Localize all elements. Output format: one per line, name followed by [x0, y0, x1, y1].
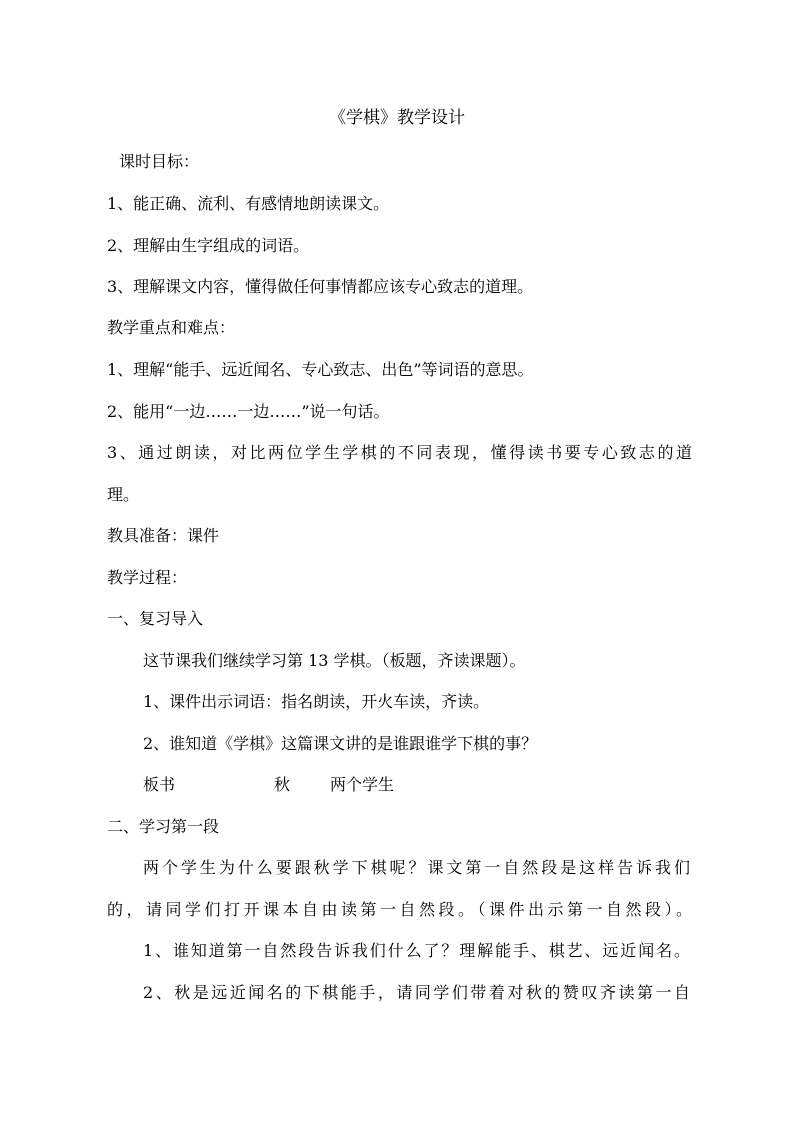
keypoints-heading: 教学重点和难点： [107, 318, 236, 337]
section-1-heading: 一、复习导入 [107, 609, 204, 628]
section-2-paragraph-3: 2、秋是远近闻名的下棋能手，请同学们带着对秋的赞叹齐读第一自 [143, 983, 690, 1002]
section-2-paragraph-1-continued: 的，请同学们打开课本自由读第一自然段。（课件出示第一自然段）。 [107, 900, 692, 919]
section-1-paragraph-1: 这节课我们继续学习第 13 学棋。（板题，齐读课题）。 [143, 651, 526, 670]
keypoint-item-3-continued: 理。 [107, 485, 140, 504]
document-title: 《学棋》教学设计 [329, 108, 465, 128]
process-heading: 教学过程： [107, 568, 188, 587]
goal-item-1: 1、能正确、流利、有感情地朗读课文。 [107, 194, 390, 213]
board-label: 板书 [143, 775, 176, 794]
section-1-paragraph-2: 1、课件出示词语：指名朗读，开火车读，齐读。 [143, 692, 490, 711]
keypoint-item-2: 2、能用“一边……一边……”说一句话。 [107, 402, 390, 421]
keypoint-item-1: 1、理解“能手、远近闻名、专心致志、出色”等词语的意思。 [107, 360, 534, 379]
board-notes [0, 775, 794, 795]
goal-item-2: 2、理解由生字组成的词语。 [107, 236, 310, 255]
section-1-paragraph-3: 2、谁知道《学棋》这篇课文讲的是谁跟谁学下棋的事？ [143, 734, 538, 753]
teaching-tools: 教具准备：课件 [107, 526, 220, 545]
keypoint-item-3: 3、通过朗读，对比两位学生学棋的不同表现，懂得读书要专心致志的道 [107, 443, 692, 462]
board-students: 两个学生 [330, 775, 395, 794]
board-teacher: 秋 [274, 775, 291, 794]
goals-heading: 课时目标： [119, 152, 200, 171]
section-2-paragraph-1: 两个学生为什么要跟秋学下棋呢？课文第一自然段是这样告诉我们 [143, 858, 690, 877]
section-2-paragraph-2: 1、谁知道第一自然段告诉我们什么了？理解能手、棋艺、远近闻名。 [143, 941, 690, 960]
section-2-heading: 二、学习第一段 [107, 817, 220, 836]
goal-item-3: 3、理解课文内容，懂得做任何事情都应该专心致志的道理。 [107, 277, 534, 296]
